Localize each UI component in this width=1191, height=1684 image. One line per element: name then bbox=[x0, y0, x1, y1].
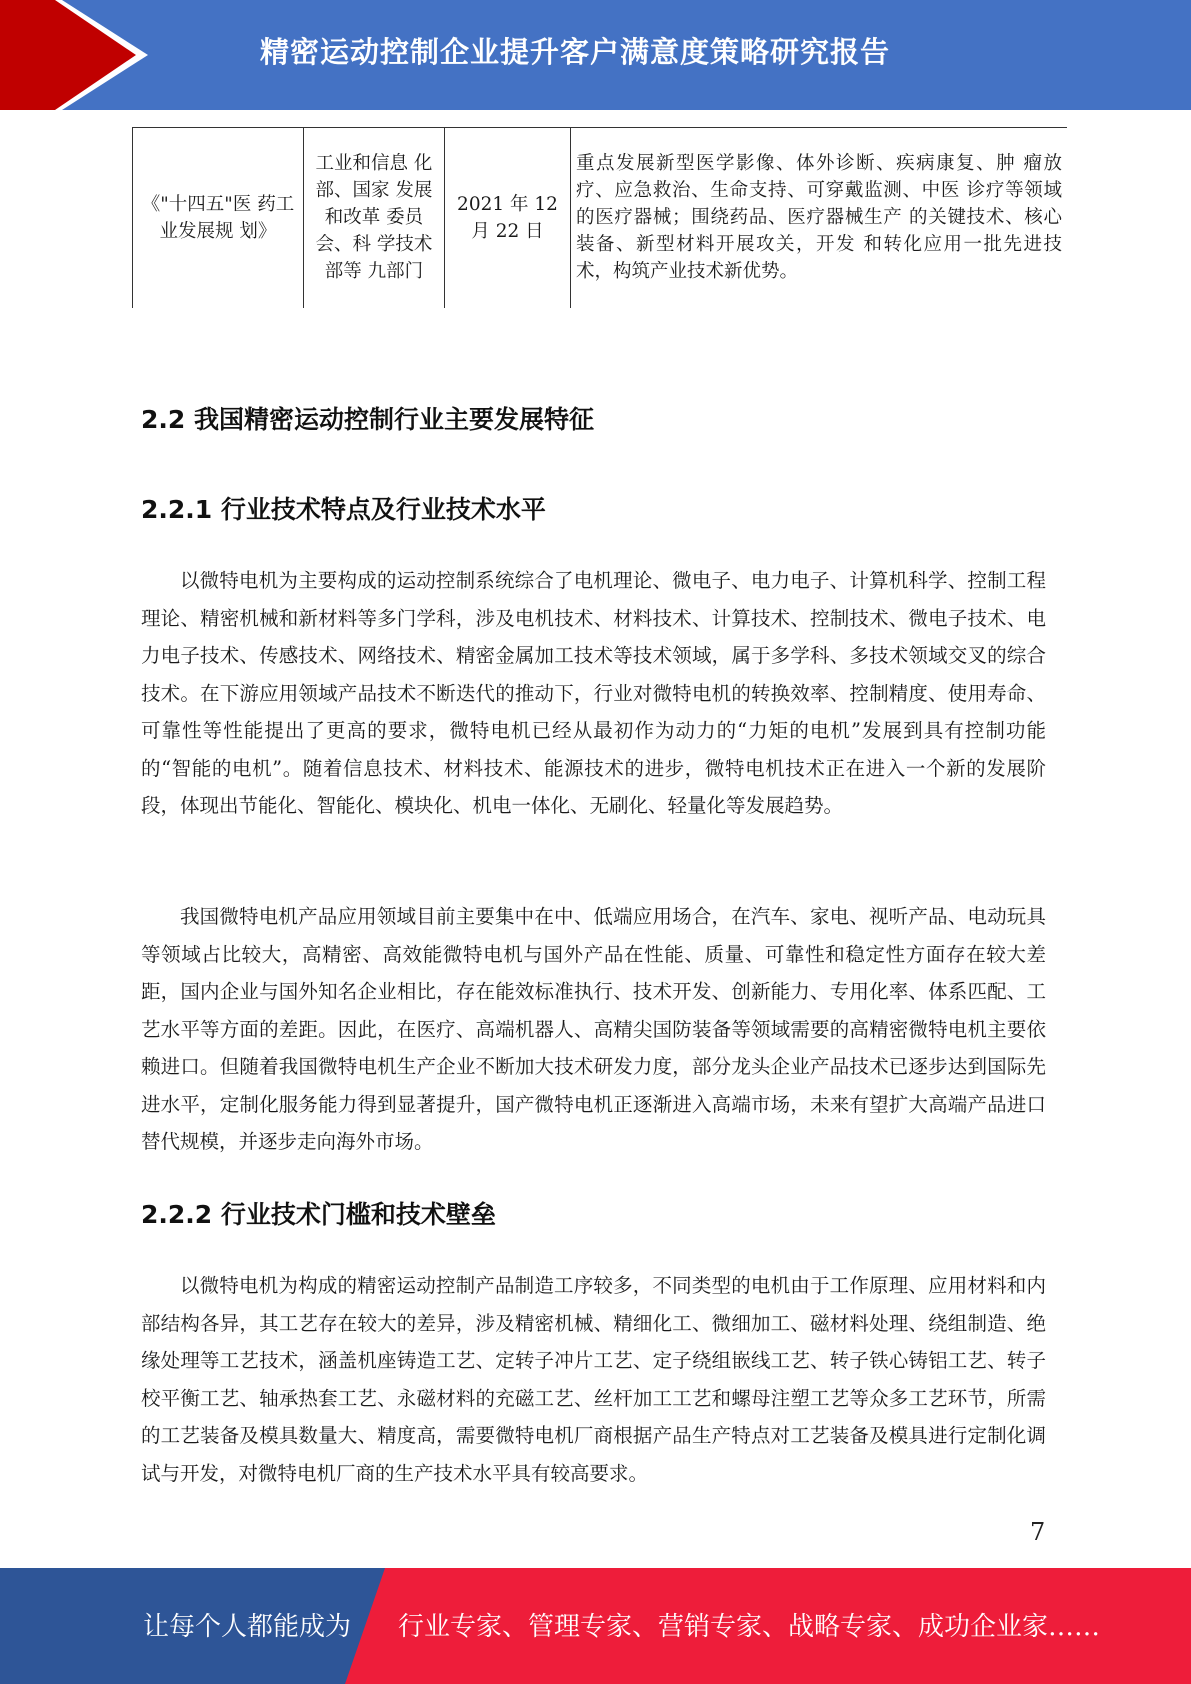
header-arrow-icon bbox=[0, 0, 160, 110]
paragraph-2-2-2-a: 以微特电机为构成的精密运动控制产品制造工序较多，不同类型的电机由于工作原理、应用材料和内部结构各异，其工艺存在较大的差异，涉及精密机械、精细化工、微细加工、磁材料处理、绕组制造、绝缘处理等工艺技术，涵盖机座铸造工艺、定转子冲片工艺、定子绕组嵌线工艺、转子铁心铸铝工艺、转子校平衡工艺、轴承热套工艺、永磁材料的充磁工艺、丝杆加工工艺和螺母注塑工艺等众多工艺环节，所需的工艺装备及模具数量大、精度高，需要微特电机厂商根据产品生产特点对工艺装备及模具进行定制化调试与开发，对微特电机厂商的生产技术水平具有较高要求。 bbox=[141, 1274, 1046, 1485]
policy-table bbox=[132, 127, 1067, 308]
paragraph-2-2-1-b: 我国微特电机产品应用领域目前主要集中在中、低端应用场合，在汽车、家电、视听产品、电动玩具等领域占比较大，高精密、高效能微特电机与国外产品在性能、质量、可靠性和稳定性方面存在较大差距，国内企业与国外知名企业相比，存在能效标准执行、技术开发、创新能力、专用化率、体系匹配、工艺水平等方面的差距。因此，在医疗、高端机器人、高精尖国防装备等领域需要的高精密微特电机主要依赖进口。但随着我国微特电机生产企业不断加大技术研发力度，部分龙头企业产品技术已逐步达到国际先进水平，定制化服务能力得到显著提升，国产微特电机正逐渐进入高端市场，未来有望扩大高端产品进口替代规模，并逐步走向海外市场。 bbox=[141, 905, 1046, 1153]
section-heading-2-2-1: 2.2.1 行业技术特点及行业技术水平 bbox=[141, 495, 546, 524]
section-heading-2-2: 2.2 我国精密运动控制行业主要发展特征 bbox=[141, 405, 594, 434]
footer-slogan-right: 行业专家、管理专家、营销专家、战略专家、成功企业家…… bbox=[398, 1612, 1101, 1642]
policy-name-cell: 《"十四五"医 药工业发展规 划》 bbox=[133, 128, 304, 308]
section-heading-2-2-2: 2.2.2 行业技术门槛和技术壁垒 bbox=[141, 1200, 496, 1229]
page-number: 7 bbox=[1030, 1518, 1046, 1546]
header-bar bbox=[0, 0, 1191, 110]
header-title: 精密运动控制企业提升客户满意度策略研究报告 bbox=[260, 35, 891, 69]
footer-slogan-left: 让每个人都能成为 bbox=[143, 1612, 352, 1642]
content-cell: 重点发展新型医学影像、体外诊断、疾病康复、肿 瘤放疗、应急救治、生命支持、可穿戴监测、中医 诊疗等领域的医疗器械；围绕药品、医疗器械生产 的关键技术、核心装备、新型材料开展攻关，开发 和转化应用一批先进技术，构筑产业技术新优势。 bbox=[571, 128, 1068, 308]
table-row bbox=[133, 128, 1068, 308]
footer-banner bbox=[0, 1568, 1191, 1684]
paragraph-2-2-1-a: 以微特电机为主要构成的运动控制系统综合了电机理论、微电子、电力电子、计算机科学、控制工程理论、精密机械和新材料等多门学科，涉及电机技术、材料技术、计算技术、控制技术、微电子技术、电力电子技术、传感技术、网络技术、精密金属加工技术等技术领域，属于多学科、多技术领域交叉的综合技术。在下游应用领域产品技术不断迭代的推动下，行业对微特电机的转换效率、控制精度、使用寿命、可靠性等性能提出了更高的要求，微特电机已经从最初作为动力的“力矩的电机”发展到具有控制功能的“智能的电机”。随着信息技术、材料技术、能源技术的进步，微特电机技术正在进入一个新的发展阶段，体现出节能化、智能化、模块化、机电一体化、无刷化、轻量化等发展趋势。 bbox=[141, 569, 1046, 817]
date-cell: 2021 年 12 月 22 日 bbox=[445, 128, 571, 308]
issuer-cell: 工业和信息 化部、国家 发展和改革 委员会、科 学技术部等 九部门 bbox=[304, 128, 445, 308]
